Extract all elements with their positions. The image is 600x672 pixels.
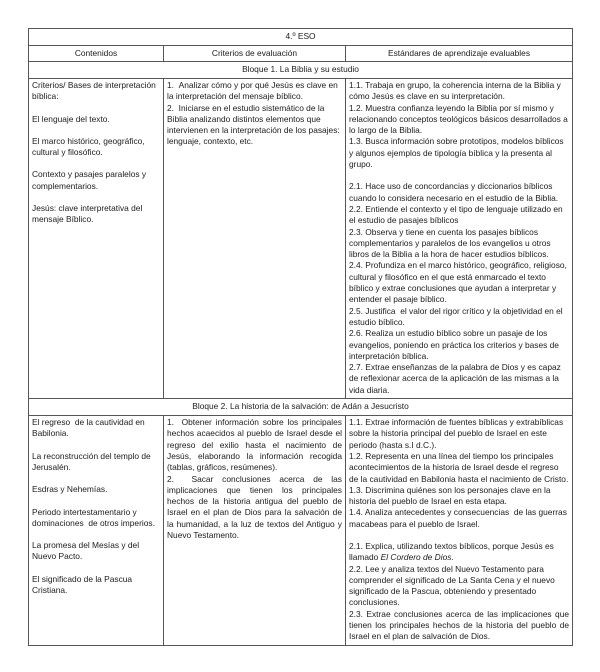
text-run: 2.4. Profundiza en el marco histórico, geográfico, religioso, cultural y filosófico en el que está enmarcado el texto bíblico y extrae conclusiones que ayudan a interpretar y entender el pasaje bíblico.	[349, 260, 567, 305]
paragraph	[349, 507, 569, 530]
text-run: El marco histórico, geográfico, cultural y filosófico.	[32, 135, 145, 158]
grade-title-row	[29, 29, 573, 46]
paragraph	[32, 80, 160, 103]
paragraph	[349, 609, 569, 643]
text-run: 1.1. Trabaja en grupo, la coherencia interna de la Biblia y cómo Jesús es clave en su interpretación.	[349, 80, 561, 102]
paragraph	[32, 451, 160, 474]
text-run: Esdras y Nehemías.	[32, 484, 108, 495]
column-header-estandares: Estándares de aprendizaje evaluables	[346, 46, 573, 62]
text-run: 1. Obtener información sobre los principales hechos acaecidos al pueblo de Israel desde el regreso del exilio hasta el nacimiento de Jesús, elaborando la información recogida (tablas, gráficos, resúmenes).	[167, 417, 342, 473]
block1-title: Bloque 1. La Biblia y su estudio	[29, 62, 573, 79]
paragraph	[32, 540, 160, 563]
text-run: 1.3. Discrimina quiénes son los personajes clave en la historia del pueblo de Israel en esta etapa.	[349, 484, 551, 507]
block1-criterios-cell	[164, 79, 346, 399]
block1-estandares-cell	[346, 79, 573, 399]
paragraph	[32, 417, 160, 440]
text-run: 2.2. Lee y analiza textos del Nuevo Testamento para comprender el significado de La Santa Cena y el nuevo significado de la Pascua, obteniendo y presentado conclusiones.	[349, 563, 555, 608]
column-header-contenidos: Contenidos	[29, 46, 164, 62]
grade-title: 4.º ESO	[29, 29, 573, 46]
paragraph	[349, 227, 569, 261]
text-run: 2.2. Entiende el contexto y el tipo de lenguaje utilizado en el estudio de pasajes bíblicos	[349, 203, 563, 226]
text-run: Criterios/ Bases de interpretación bíblica:	[32, 80, 156, 102]
text-run: 1.4. Analiza antecedentes y consecuencias de las guerras macabeas para el pueblo de Israel.	[349, 507, 567, 529]
text-run: 1.2. Representa en una línea del tiempo los principales acontecimientos de la historia de Israel desde el regreso de la cautividad en Babilonia hasta el nacimiento de Cristo.	[349, 450, 569, 484]
text-run: El regreso de la cautividad en Babilonia.	[32, 417, 145, 439]
text-run: El significado de la Pascua Cristiana.	[32, 573, 133, 595]
text-run: La reconstrucción del templo de Jerusalén.	[32, 450, 151, 472]
paragraph	[349, 306, 569, 329]
block1-content-row	[29, 79, 573, 399]
italic-text-run: El Cordero de Dios	[380, 552, 452, 563]
paragraph	[167, 417, 342, 473]
paragraph	[349, 417, 569, 451]
paragraph	[349, 328, 569, 362]
text-run: 1. Analizar cómo y por qué Jesús es clave en la interpretación del mensaje bíblico.	[167, 80, 338, 102]
column-header-criterios: Criterios de evaluación	[164, 46, 346, 62]
block2-criterios-cell	[164, 416, 346, 646]
paragraph	[32, 507, 160, 530]
paragraph	[32, 484, 160, 495]
column-header-row	[29, 46, 573, 62]
text-run: Jesús: clave interpretativa del mensaje Bíblico.	[32, 203, 143, 225]
block1-contenidos-cell	[29, 79, 164, 399]
paragraph	[349, 204, 569, 227]
text-run: 2.6. Realiza un estudio bíblico sobre un pasaje de los evangelios, poniendo en práctica los criterios y bases de interpretación bíblica.	[349, 328, 559, 361]
paragraph	[32, 136, 160, 159]
paragraph	[349, 103, 569, 137]
paragraph	[32, 574, 160, 597]
block1-title-row	[29, 62, 573, 79]
paragraph	[349, 181, 569, 204]
text-run: 2.1. Hace uso de concordancias y diccionarios bíblicos cuando lo considera necesario en el estudio de la Biblia.	[349, 181, 559, 203]
paragraph	[349, 485, 569, 508]
paragraph	[349, 541, 569, 564]
text-run: 2.3. Observa y tiene en cuenta los pasajes bíblicos complementarios y paralelos de los evangelios u otros libros de la Biblia a la hora de hacer estudios bíblicos.	[349, 226, 551, 260]
paragraph	[32, 169, 160, 192]
block2-contenidos-cell	[29, 416, 164, 646]
block2-estandares-cell	[346, 416, 573, 646]
block2-title: Bloque 2. La historia de la salvación: de Adán a Jesucristo	[29, 399, 573, 416]
paragraph	[349, 362, 569, 396]
text-run: 1.1. Extrae información de fuentes bíblicas y extrabíblicas sobre la historia principal del pueblo de Israel en este periodo (hasta s.I d.C.).	[349, 417, 564, 450]
text-run: 2.1. Explica, utilizando textos bíblicos, porque Jesús es llamado	[349, 540, 554, 563]
paragraph	[167, 103, 342, 148]
paragraph	[167, 474, 342, 542]
paragraph	[349, 564, 569, 609]
paragraph	[349, 260, 569, 305]
paragraph	[167, 80, 342, 103]
text-run: 2. Sacar conclusiones acerca de las implicaciones que tienen los principales hechos de la historia antigua del pueblo de Israel en el plan de Dios para la salvación de la humanidad, a la luz de textos del Antiguo y Nuevo Testamento.	[167, 473, 342, 540]
paragraph	[349, 80, 569, 103]
curriculum-table	[28, 28, 573, 646]
text-run: El lenguaje del texto.	[32, 113, 110, 124]
text-run: 1.3. Busca información sobre prototipos, modelos bíblicos y algunos ejemplos de tipología bíblica y la presenta al grupo.	[349, 136, 564, 170]
block2-title-row	[29, 399, 573, 416]
paragraph	[349, 451, 569, 485]
text-run: La promesa del Mesías y del Nuevo Pacto.	[32, 540, 140, 562]
block2-content-row	[29, 416, 573, 646]
paragraph	[349, 136, 569, 170]
text-run: 2.7. Extrae enseñanzas de la palabra de Dios y es capaz de reflexionar acerca de la aplicación de las mismas a la vida diaria.	[349, 362, 561, 395]
text-run: 1.2. Muestra confianza leyendo la Biblia por sí mismo y relacionando conceptos teológicos básicos desarrollados a lo largo de la Biblia.	[349, 102, 568, 136]
text-run: Contexto y pasajes paralelos y complementarios.	[32, 169, 147, 191]
text-run: 2. Iniciarse en el estudio sistemático de la Biblia analizando distintos elementos que intervienen en la interpretación de los pasajes: lenguaje, contexto, etc.	[167, 102, 340, 147]
text-run: .	[451, 552, 454, 563]
text-run: 2.5. Justifica el valor del rigor crítico y la objetividad en el estudio bíblico.	[349, 305, 563, 327]
paragraph	[32, 203, 160, 226]
paragraph	[32, 114, 160, 125]
text-run: 2.3. Extrae conclusiones acerca de las implicaciones que tienen los principales hechos de la historia del pueblo de Israel en el plan de salvación de Dios.	[349, 608, 570, 642]
text-run: Periodo intertestamentario y dominaciones de otros imperios.	[32, 506, 155, 528]
